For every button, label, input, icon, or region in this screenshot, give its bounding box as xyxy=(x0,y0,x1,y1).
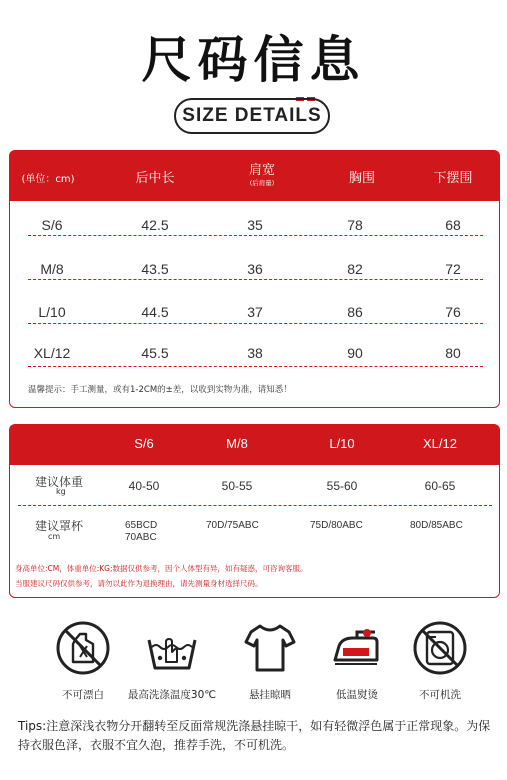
value-cell: 78 xyxy=(347,217,363,233)
care-label: 最高洗涤温度30℃ xyxy=(127,689,217,701)
value-cell: 45.5 xyxy=(141,345,169,361)
value-cell: 82 xyxy=(347,261,363,277)
header-size: L/10 xyxy=(329,436,355,451)
cup-value: 65BCD xyxy=(125,520,158,531)
table-row xyxy=(10,333,499,377)
care-item xyxy=(312,620,402,702)
care-item xyxy=(395,620,485,702)
value-cell: 42.5 xyxy=(141,217,169,233)
size-cell: L/10 xyxy=(38,304,66,320)
care-item xyxy=(225,620,315,702)
value-cell: 36 xyxy=(247,261,263,277)
value-cell: 68 xyxy=(445,217,461,233)
care-item xyxy=(127,620,217,702)
header-back-length: 后中长 xyxy=(135,171,175,186)
cup-label: 建议罩杯 xyxy=(35,519,84,533)
care-tip: Tips:注意深浅衣物分开翻转至反面常规洗涤悬挂晾干，如有轻微浮色属于正常现象。为保持衣服色泽，衣服不宜久泡，推荐手洗，不可机洗。 xyxy=(18,719,491,752)
unit-label: (单位：cm) xyxy=(21,174,75,185)
size-cell: XL/12 xyxy=(33,345,71,361)
table-row xyxy=(10,205,499,249)
table-row xyxy=(10,249,499,293)
cup-value: 75D/80ABC xyxy=(310,520,363,531)
wash-30-icon xyxy=(144,620,200,676)
row-divider xyxy=(28,366,483,367)
value-cell: 72 xyxy=(445,261,461,277)
header-shoulder-note: (后肩量) xyxy=(249,179,275,187)
value-cell: 35 xyxy=(247,217,263,233)
value-cell: 38 xyxy=(247,345,263,361)
row-divider xyxy=(28,235,483,236)
data-note: 当服建议尺码仅供参考，请勿以此作为退换理由，请先测量身材选择尺码。 xyxy=(15,579,263,588)
header-shoulder: 肩宽 xyxy=(248,163,276,178)
care-item xyxy=(38,620,128,702)
value-cell: 80 xyxy=(445,345,461,361)
cup-unit: cm xyxy=(48,532,61,541)
care-label: 不可漂白 xyxy=(62,689,104,701)
row-divider xyxy=(28,323,483,324)
weight-value: 60-65 xyxy=(424,479,456,493)
measurement-tip: 温馨提示：手工测量，或有1-2CM的±差，以收到实物为准，请知悉！ xyxy=(28,385,292,395)
size-cell: M/8 xyxy=(40,261,64,277)
row-divider xyxy=(18,505,492,506)
value-cell: 76 xyxy=(445,304,461,320)
weight-unit: kg xyxy=(56,487,66,496)
value-cell: 86 xyxy=(347,304,363,320)
cup-value: 80D/85ABC xyxy=(410,520,463,531)
value-cell: 44.5 xyxy=(141,304,169,320)
cup-value: 70ABC xyxy=(125,532,157,543)
header-size: XL/12 xyxy=(423,436,457,451)
row-divider xyxy=(28,279,483,280)
value-cell: 90 xyxy=(347,345,363,361)
care-instructions xyxy=(0,620,507,710)
hang-dry-icon xyxy=(242,620,298,676)
low-iron-icon xyxy=(329,620,385,676)
fit-table xyxy=(9,424,500,598)
care-label: 不可机洗 xyxy=(419,689,461,701)
size-table xyxy=(9,150,500,408)
weight-value: 40-50 xyxy=(128,479,160,493)
no-bleach-icon xyxy=(55,620,111,676)
table-row xyxy=(10,292,499,336)
size-cell: S/6 xyxy=(41,217,63,233)
care-label: 悬挂晾晒 xyxy=(249,689,291,701)
value-cell: 43.5 xyxy=(141,261,169,277)
weight-label: 建议体重 xyxy=(35,475,84,489)
no-machine-wash-icon xyxy=(412,620,468,676)
data-note: 身高单位:CM，体重单位:KG;数据仅供参考，因个人体型有异，如有疑惑，可咨询客服。 xyxy=(15,564,308,573)
care-label: 低温熨烫 xyxy=(336,689,378,701)
page-title: 尺码信息 xyxy=(141,31,366,89)
header-size: M/8 xyxy=(226,436,248,451)
header-chest: 胸围 xyxy=(348,171,376,186)
weight-value: 55-60 xyxy=(326,479,358,493)
weight-value: 50-55 xyxy=(221,479,253,493)
subtitle-badge: SIZE DETAILS xyxy=(174,98,330,134)
fit-table-header xyxy=(10,425,499,465)
header-hem: 下摆围 xyxy=(433,171,473,186)
value-cell: 37 xyxy=(247,304,263,320)
size-table-header xyxy=(10,151,499,201)
cup-value: 70D/75ABC xyxy=(206,520,259,531)
header-size: S/6 xyxy=(134,436,154,451)
